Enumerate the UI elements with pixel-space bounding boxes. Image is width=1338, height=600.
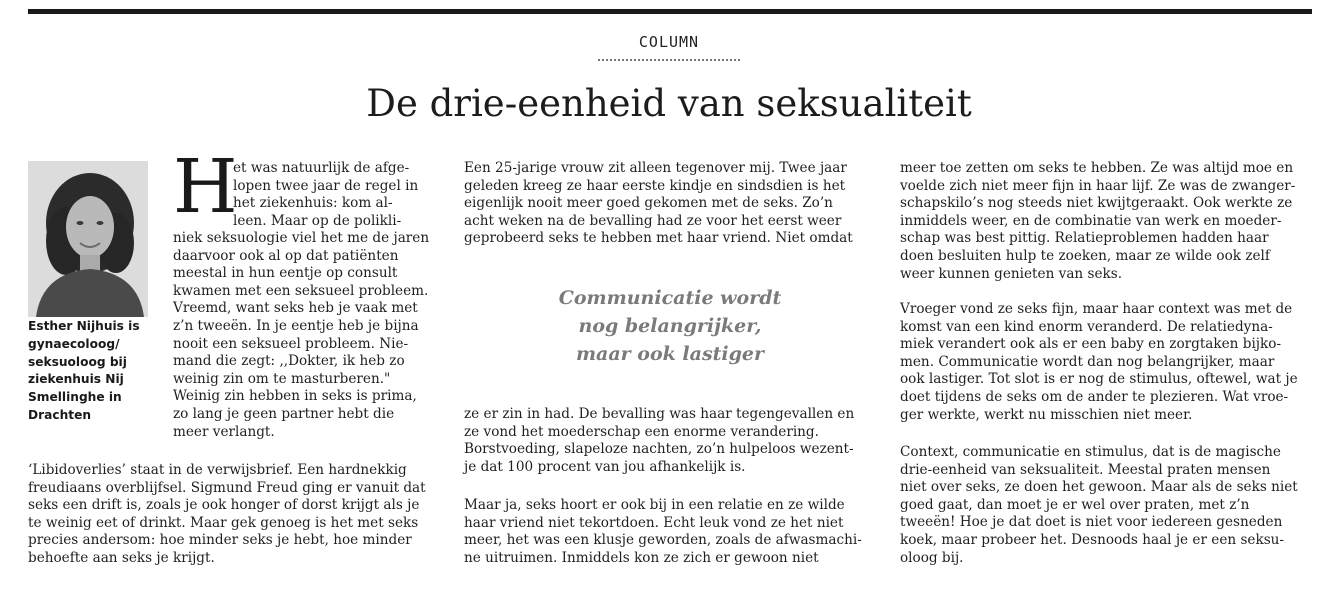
text-line: niek seksuologie viel het me de jaren xyxy=(173,230,430,246)
headline: De drie-eenheid van seksualiteit xyxy=(366,82,972,125)
text-line: miek verandert ook als er een baby en zorgtaken bijko- xyxy=(900,336,1282,353)
kicker-dotted-rule xyxy=(598,59,740,61)
text-line: meer, het was een klusje geworden, zoals de afwasmachi- xyxy=(464,532,862,549)
text-line: geprobeerd seks te hebben met haar vriend. Niet omdat xyxy=(464,230,853,247)
text-line: acht weken na de bevalling had ze voor het eerst weer xyxy=(464,212,842,229)
column-2-middle xyxy=(464,406,874,476)
text-line: mand die zegt: ,,Dokter, ik heb zo xyxy=(173,353,405,370)
caption-line: Smellinghe in xyxy=(28,390,122,405)
text-line: voelde zich niet meer fijn in haar lijf. Ze was de zwanger- xyxy=(900,177,1296,194)
text-line: ze er zin in had. De bevalling was haar tegengevallen en xyxy=(464,406,855,422)
column-3-paragraph-2 xyxy=(900,301,1312,424)
text-line: je dat 100 procent van jou afhankelijk is. xyxy=(464,458,746,475)
text-line: niet over seks, ze doen het gewoon. Maar als de seks niet xyxy=(900,479,1298,496)
column-2-bottom xyxy=(464,497,874,567)
text-line: meestal in hun eentje op consult xyxy=(173,265,398,282)
text-line: drie-eenheid van seksualiteit. Meestal praten mensen xyxy=(900,461,1271,478)
text-line: doet tijdens de seks om de ander te plezieren. Wat vroe- xyxy=(900,388,1289,405)
text-line: weinig zin om te masturberen." xyxy=(173,370,391,387)
caption-line: Drachten xyxy=(28,407,92,422)
text-line: precies andersom: hoe minder seks je hebt, hoe minder xyxy=(28,532,412,549)
text-line: weer kunnen genieten van seks. xyxy=(900,265,1123,282)
text-line: meer verlangt. xyxy=(173,423,275,440)
author-caption xyxy=(28,318,153,425)
text-line: meer toe zetten om seks te hebben. Ze was altijd moe en xyxy=(900,160,1294,176)
text-line: Weinig zin hebben in seks is prima, xyxy=(173,388,417,405)
text-line: schapskilo’s nog steeds niet kwijtgeraakt. Ook werkte ze xyxy=(900,195,1293,212)
text-line: ne uitruimen. Inmiddels kon ze zich er gewoon niet xyxy=(464,549,819,566)
text-line: leen. Maar op de polikli- xyxy=(233,212,402,229)
text-line: doen besluiten hulp te zoeken, maar ze wilde ook zelf xyxy=(900,247,1270,264)
text-line: Vreemd, want seks heb je vaak met xyxy=(173,300,418,317)
text-line: ook lastiger. Tot slot is er nog de stimulus, oftewel, wat je xyxy=(900,371,1298,388)
text-line: Context, communicatie en stimulus, dat is de magische xyxy=(900,444,1281,460)
caption-line: seksuoloog bij xyxy=(28,354,127,369)
text-line: ‘Libidoverlies’ staat in de verwijsbrief. Een hardnekkig xyxy=(28,462,407,478)
text-line: zo lang je geen partner hebt die xyxy=(173,405,395,422)
text-line: koek, maar probeer het. Desnoods haal je er een seksu- xyxy=(900,531,1285,548)
text-line: daarvoor ook al op dat patiënten xyxy=(173,247,399,264)
text-line: Vroeger vond ze seks fijn, maar haar context was met de xyxy=(900,301,1293,317)
author-portrait-illustration xyxy=(28,161,148,317)
column-1-intro-wrapped xyxy=(233,160,448,230)
text-line: te weinig eet of drinkt. Maar gek genoeg is het met seks xyxy=(28,514,419,531)
text-line: geleden kreeg ze haar eerste kindje en sindsdien is het xyxy=(464,177,846,194)
text-line: tweeën! Hoe je dat doet is niet voor iedereen gesneden xyxy=(900,514,1283,531)
text-line: ze vond het moederschap een enorme verandering. xyxy=(464,423,819,440)
drop-cap: H xyxy=(173,144,238,230)
text-line: et was natuurlijk de afge- xyxy=(233,160,410,176)
top-rule xyxy=(28,9,1312,14)
section-kicker: COLUMN xyxy=(638,33,700,51)
text-line: komst van een kind enorm veranderd. De relatiedyna- xyxy=(900,318,1273,335)
column-3-paragraph-1 xyxy=(900,160,1312,283)
column-1-intro xyxy=(173,230,453,441)
author-photo xyxy=(28,161,148,317)
column-1-paragraph xyxy=(28,462,458,568)
text-line: Maar ja, seks hoort er ook bij in een relatie en ze wilde xyxy=(464,497,845,513)
text-line: Een 25-jarige vrouw zit alleen tegenover mij. Twee jaar xyxy=(464,160,847,176)
text-line: kwamen met een seksueel probleem. xyxy=(173,282,429,299)
pull-quote xyxy=(520,284,820,368)
text-line: z’n tweeën. In je eentje heb je bijna xyxy=(173,317,419,334)
pull-quote-line: Communicatie wordt xyxy=(558,287,782,309)
text-line: schap was best pittig. Relatieproblemen hadden haar xyxy=(900,230,1269,247)
column-3-paragraph-3 xyxy=(900,444,1312,567)
column-2-top xyxy=(464,160,874,248)
caption-line: ziekenhuis Nij xyxy=(28,372,124,387)
text-line: oloog bij. xyxy=(900,549,964,566)
text-line: behoefte aan seks je krijgt. xyxy=(28,549,215,566)
text-line: haar vriend niet tekortdoen. Echt leuk vond ze het niet xyxy=(464,514,844,531)
text-line: het ziekenhuis: kom al- xyxy=(233,195,393,212)
text-line: eigenlijk nooit meer goed gekomen met de seks. Zo’n xyxy=(464,195,833,212)
text-line: ger werkte, werkt nu misschien niet meer. xyxy=(900,406,1193,423)
pull-quote-line: nog belangrijker, xyxy=(578,315,762,337)
pull-quote-line: maar ook lastiger xyxy=(575,343,765,365)
text-line: lopen twee jaar de regel in xyxy=(233,177,419,194)
text-line: freudiaans overblijfsel. Sigmund Freud ging er vanuit dat xyxy=(28,479,426,496)
text-line: men. Communicatie wordt dan nog belangrijker, maar xyxy=(900,353,1275,370)
text-line: inmiddels weer, en de combinatie van werk en moeder- xyxy=(900,212,1282,229)
text-line: seks een drift is, zoals je ook honger of dorst krijgt als je xyxy=(28,497,420,514)
text-line: Borstvoeding, slapeloze nachten, zo’n hulpeloos wezent- xyxy=(464,441,854,458)
text-line: nooit een seksueel probleem. Nie- xyxy=(173,335,409,352)
caption-line: Esther Nijhuis is xyxy=(28,319,140,333)
text-line: goed gaat, dan moet je er wel over praten, met z’n xyxy=(900,496,1250,513)
caption-line: gynaecoloog/ xyxy=(28,336,120,351)
